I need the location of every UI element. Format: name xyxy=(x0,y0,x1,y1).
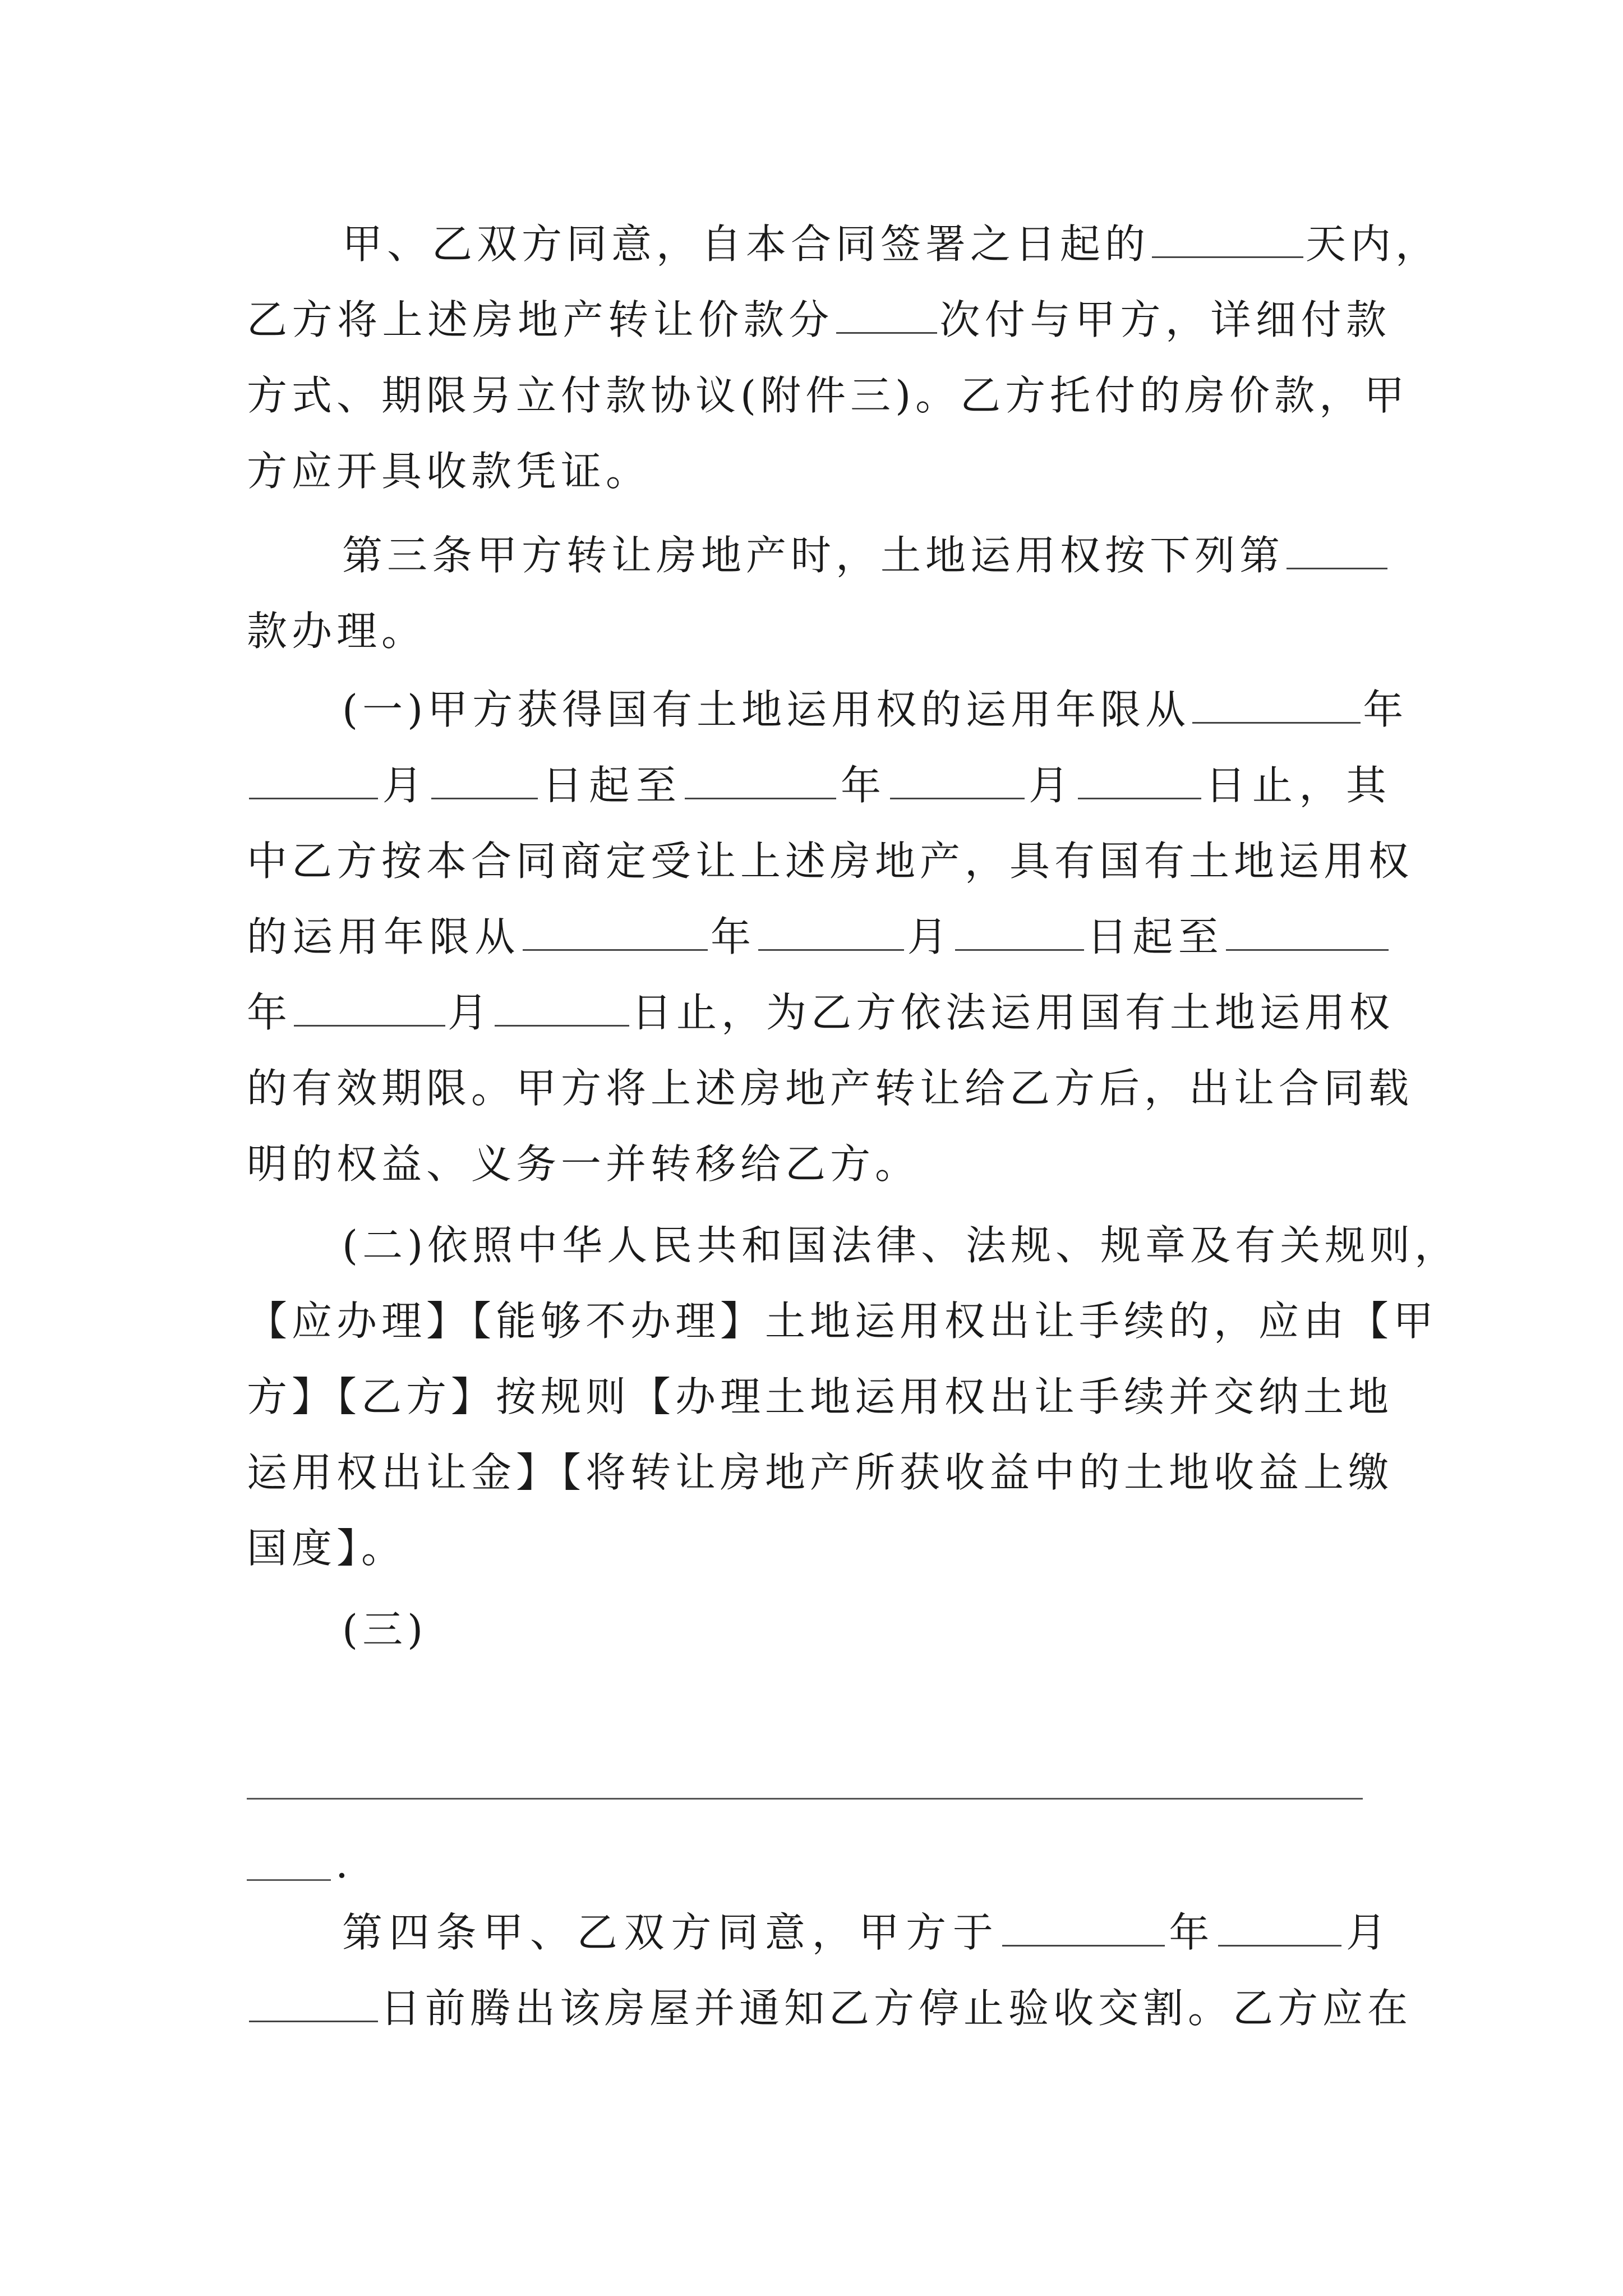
blank-vacate-day[interactable] xyxy=(249,1981,378,2022)
p3-line-6: 的有效期限。甲方将上述房地产转让给乙方后，出让合同载 xyxy=(247,1065,1414,1112)
p3-line-1 xyxy=(342,676,1408,743)
p3-line-2 xyxy=(247,752,1391,819)
p3-text-5-month: 月 xyxy=(448,989,493,1036)
p4-line-5: 国度】。 xyxy=(247,1525,407,1572)
blank-start-month[interactable] xyxy=(249,758,378,799)
p4-line-2: 【应办理】【能够不办理】土地运用权出让手续的，应由【甲 xyxy=(247,1297,1438,1345)
p3-text-1a: (一)甲方获得国有土地运用权的运用年限从 xyxy=(342,686,1191,733)
p5-line-1: (三) xyxy=(342,1606,428,1653)
p6-line-2 xyxy=(247,1975,1413,2042)
p1-text-2a: 乙方将上述房地产转让价款分 xyxy=(247,296,834,343)
p3-text-4-day: 日起至 xyxy=(1086,913,1224,960)
p6-text-1a: 第四条甲、乙双方同意，甲方于 xyxy=(342,1909,1000,1956)
blank-buyer-start-year[interactable] xyxy=(523,910,708,951)
blank-buyer-end-day[interactable] xyxy=(495,986,629,1027)
blank-end-year[interactable] xyxy=(685,758,836,799)
blank-buyer-end-year-tail[interactable] xyxy=(1226,910,1389,951)
p3-text-year: 年 xyxy=(838,762,888,809)
p6-text-2: 日前腾出该房屋并通知乙方停止验收交割。乙方应在 xyxy=(380,1985,1413,2032)
p2-line-1 xyxy=(342,522,1391,589)
p3-text-month-2: 月 xyxy=(1026,762,1076,809)
p3-text-day-from: 日起至 xyxy=(540,762,683,809)
p3-line-5 xyxy=(247,979,1395,1046)
p6-text-year: 年 xyxy=(1166,1909,1216,1956)
p3-line-3: 中乙方按本合同商定受让上述房地产，具有国有土地运用权 xyxy=(247,838,1414,885)
p1-text-2b: 次付与甲方，详细付款 xyxy=(939,296,1391,343)
p1-line-4: 方应开具收款凭证。 xyxy=(247,448,651,495)
blank-end-month[interactable] xyxy=(890,758,1025,799)
blank-vacate-year[interactable] xyxy=(1002,1906,1165,1947)
blank-clause-three-tail[interactable] xyxy=(247,1879,331,1881)
blank-start-day[interactable] xyxy=(431,758,538,799)
p3-text-end: 日止，其 xyxy=(1203,762,1391,809)
p3-text-4a: 的运用年限从 xyxy=(247,913,520,960)
blank-buyer-start-day[interactable] xyxy=(955,910,1084,951)
p2-line-2: 款办理。 xyxy=(247,608,427,655)
p3-text-5-year: 年 xyxy=(247,989,292,1036)
blank-vacate-month[interactable] xyxy=(1218,1906,1341,1947)
p1-line-2 xyxy=(247,286,1391,353)
p3-text-5-end: 日止，为乙方依法运用国有土地运用权 xyxy=(631,989,1395,1036)
p6-line-1 xyxy=(342,1899,1391,1966)
p3-text-4-month: 月 xyxy=(906,913,953,960)
blank-days[interactable] xyxy=(1152,217,1303,258)
blank-installments[interactable] xyxy=(836,293,937,334)
p3-line-7: 明的权益、义务一并转移给乙方。 xyxy=(247,1140,920,1188)
p2-text-1: 第三条甲方转让房地产时，土地运用权按下列第 xyxy=(342,532,1285,579)
blank-start-year[interactable] xyxy=(1192,683,1361,724)
p3-text-1b: 年 xyxy=(1363,686,1408,733)
p3-line-4 xyxy=(247,903,1391,970)
p4-line-4: 运用权出让金】【将转让房地产所获收益中的土地收益上缴 xyxy=(247,1449,1394,1496)
p4-line-3: 方】【乙方】按规则【办理土地运用权出让手续并交纳土地 xyxy=(247,1373,1394,1420)
blank-buyer-end-month[interactable] xyxy=(294,986,445,1027)
blank-buyer-start-month[interactable] xyxy=(758,910,904,951)
p3-text-month: 月 xyxy=(380,762,430,809)
blank-clause-three-long[interactable] xyxy=(247,1798,1363,1800)
p1-text-1a: 甲、乙双方同意，自本合同签署之日起的 xyxy=(342,220,1150,268)
p1-line-1 xyxy=(342,210,1441,278)
p1-text-1b: 天内， xyxy=(1306,220,1441,268)
p1-line-3: 方式、期限另立付款协议(附件三)。乙方托付的房价款，甲 xyxy=(247,372,1409,419)
p6-text-month: 月 xyxy=(1344,1909,1391,1956)
p3-text-4-year: 年 xyxy=(709,913,757,960)
p5-end-mark: . xyxy=(335,1840,353,1887)
blank-clause-number[interactable] xyxy=(1287,528,1387,569)
blank-end-day[interactable] xyxy=(1078,758,1201,799)
p4-line-1: (二)依照中华人民共和国法律、法规、规章及有关规则， xyxy=(342,1222,1460,1269)
